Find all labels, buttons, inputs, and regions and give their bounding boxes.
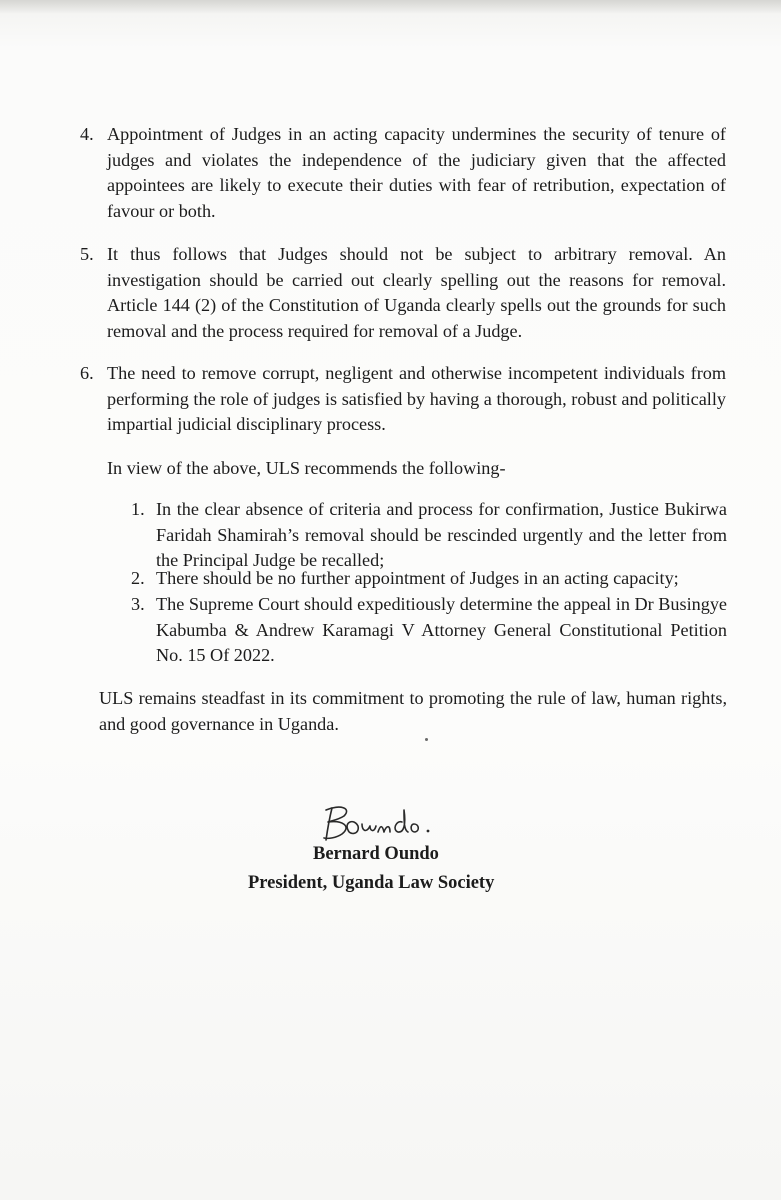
recommendation-1 (131, 497, 727, 574)
scan-speck (425, 738, 428, 741)
recommendation-number: 3. (131, 594, 145, 614)
signatory-title: President, Uganda Law Society (248, 873, 495, 893)
recommendation-number: 2. (131, 568, 145, 588)
scan-edge-shadow (0, 0, 781, 14)
recommendation-text: There should be no further appointment of Judges in an acting capacity; (156, 568, 679, 588)
paragraph-text: The need to remove corrupt, negligent and otherwise incompetent individuals from performing the role of judges is satisfied by having a thorough, robust and politically impartial judicial disciplinary process. (107, 363, 726, 434)
handwritten-signature (318, 800, 438, 848)
recommendation-2 (131, 566, 727, 592)
recommendation-text: The Supreme Court should expeditiously determine the appeal in Dr Busingye Kabumba & Andrew Karamagi V Attorney General Constitutional Petition No. 15 Of 2022. (156, 594, 727, 665)
paragraph-text: Appointment of Judges in an acting capacity undermines the security of tenure of judges and violates the independence of the judiciary given that the affected appointees are likely to execute their duties with fear of retribution, expectation of favour or both. (107, 124, 726, 221)
paragraph-number: 6. (80, 363, 94, 383)
paragraph-text: It thus follows that Judges should not be subject to arbitrary removal. An investigation should be carried out clearly spelling out the reasons for removal. Article 144 (2) of the Constitution of Uganda clearly spells out the grounds for such removal and the process required for removal of a Judge. (107, 244, 726, 341)
paragraph-5 (80, 242, 726, 344)
paragraph-4 (80, 122, 726, 224)
recommendations-intro: In view of the above, ULS recommends the following- (107, 458, 506, 478)
paragraph-6 (80, 361, 726, 438)
recommendation-number: 1. (131, 499, 145, 519)
closing-statement: ULS remains steadfast in its commitment to promoting the rule of law, human rights, and good governance in Uganda. (99, 688, 727, 734)
paragraph-number: 5. (80, 244, 94, 264)
paragraph-number: 4. (80, 124, 94, 144)
recommendation-text: In the clear absence of criteria and process for confirmation, Justice Bukirwa Faridah Shamirah’s removal should be rescinded urgently and the letter from the Principal Judge be recalled; (156, 499, 727, 570)
signatory-name: Bernard Oundo (313, 844, 439, 864)
recommendation-3 (131, 592, 727, 669)
